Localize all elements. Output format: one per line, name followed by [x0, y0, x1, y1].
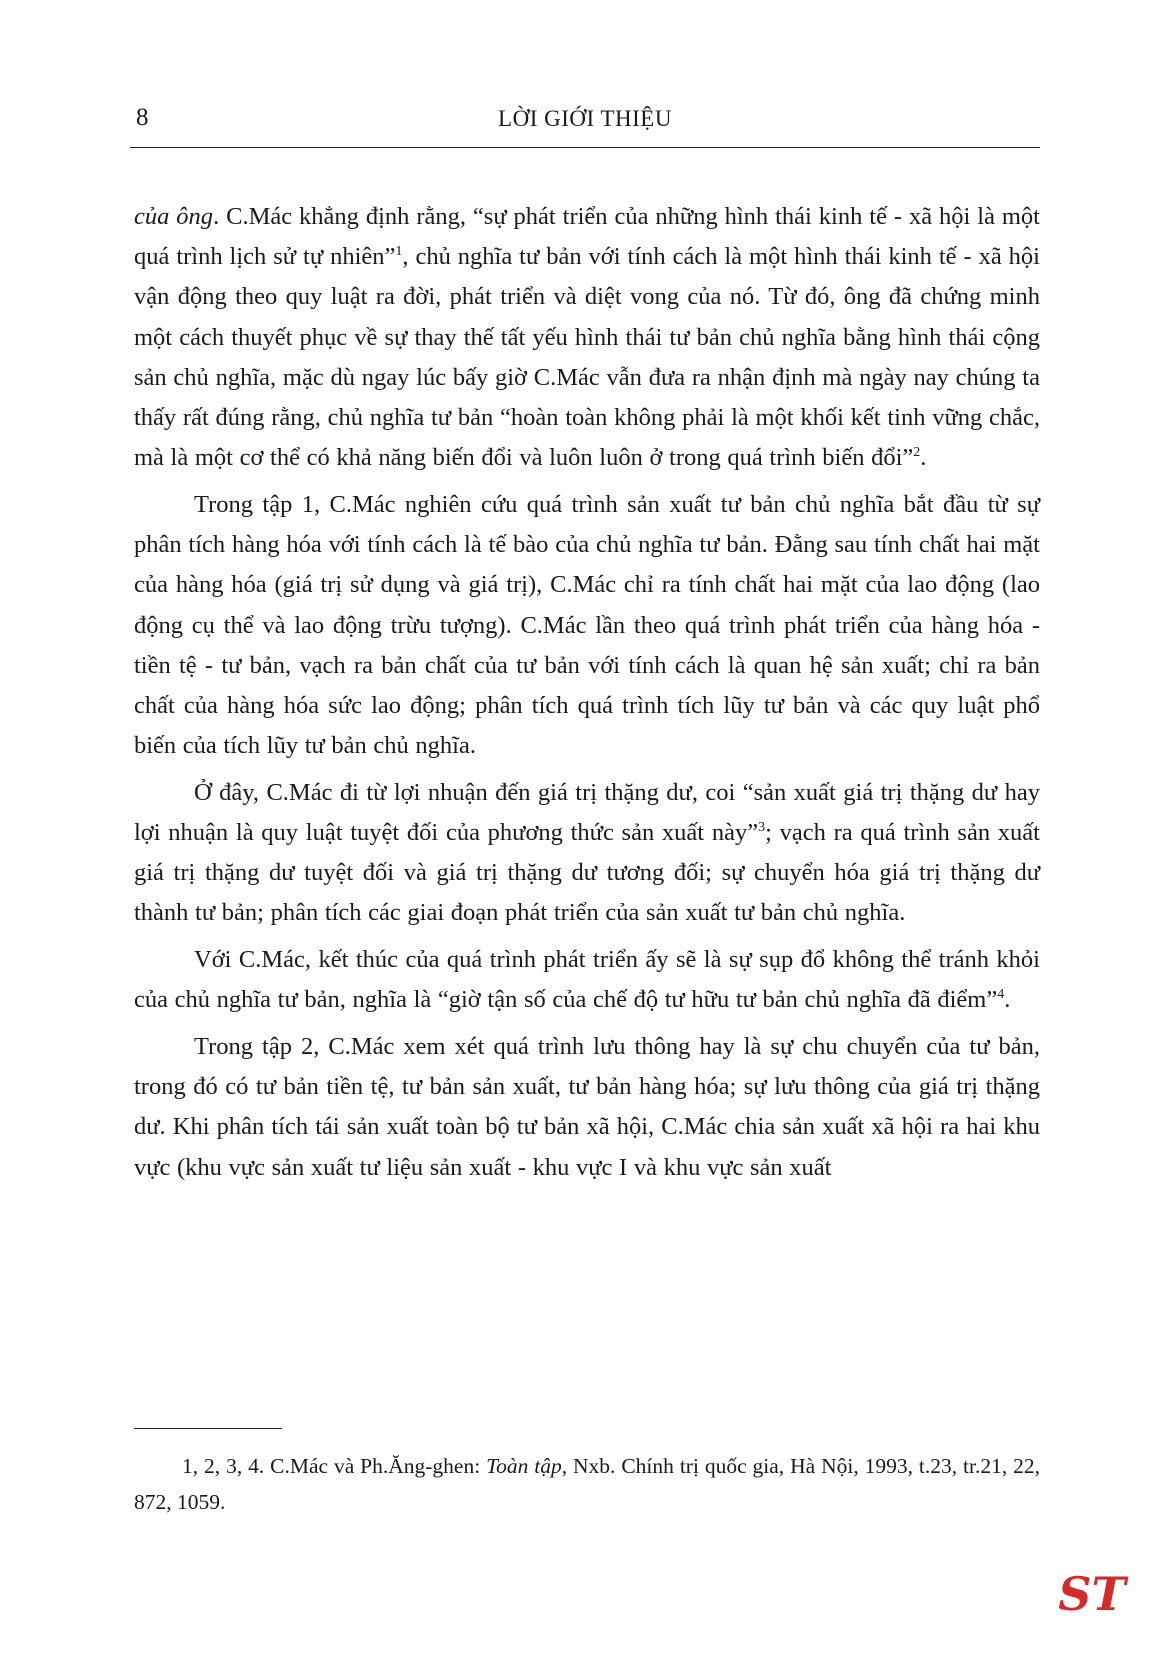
paragraph-4	[134, 940, 1040, 1020]
paragraph-text: Ở đây, C.Mác đi từ lợi nhuận đến giá trị thặng dư, coi “sản xuất giá trị thặng dư hay lợi nhuận là quy luật tuyệt đối của phương thức sản xuất này”	[134, 778, 1040, 847]
footnote-ref: 1	[395, 244, 403, 260]
paragraph-text: Trong tập 1, C.Mác nghiên cứu quá trình sản xuất tư bản chủ nghĩa bắt đầu từ sự phân tích hàng hóa với tính cách là tế bào của chủ nghĩa tư bản. Đằng sau tính chất hai mặt của hàng hóa (giá trị sử dụng và giá trị), C.Mác chỉ ra tính chất hai mặt của lao động (lao động cụ thể và lao động trừu tượng). C.Mác lần theo quá trình phát triển của hàng hóa - tiền tệ - tư bản, vạch ra bản chất của tư bản với tính cách là quan hệ sản xuất; chỉ ra bản chất của hàng hóa sức lao động; phân tích quá trình tích lũy tư bản và các quy luật phổ biến của tích lũy tư bản chủ nghĩa.	[134, 490, 1040, 760]
publisher-logo-icon	[1058, 1564, 1126, 1621]
footnote-ref: 3	[758, 819, 766, 835]
footnote-book-title: Toàn tập	[486, 1454, 562, 1478]
paragraph-1	[134, 197, 1040, 478]
paragraph-text: .	[1004, 986, 1011, 1014]
paragraph-5	[134, 1027, 1040, 1188]
footnote	[134, 1448, 1040, 1520]
footnote-ref: 4	[997, 987, 1005, 1003]
page-header	[130, 104, 1040, 148]
italic-lead: của ông	[134, 203, 214, 230]
logo-text: ST	[1058, 1567, 1126, 1621]
paragraph-text: Với C.Mác, kết thúc của quá trình phát triển ấy sẽ là sự sụp đổ không thể tránh khỏi của chủ nghĩa tư bản, nghĩa là “giờ tận số của chế độ tư hữu tư bản chủ nghĩa đã điểm”	[134, 946, 1040, 1014]
paragraph-2	[134, 485, 1040, 766]
page-number: 8	[136, 104, 149, 131]
footnote-rule	[134, 1428, 282, 1429]
paragraph-text: ; vạch ra quá trình sản xuất giá trị thặng dư tuyệt đối và giá trị thặng dư tương đối; sự chuyển hóa giá trị thặng dư thành tư bản; phân tích các giai đoạn phát triển của sản xuất tư bản chủ nghĩa.	[134, 819, 1040, 927]
body-text	[134, 197, 1040, 1194]
paragraph-text: . C.Mác khẳng định rằng, “sự phát triển của những hình thái kinh tế - xã hội là một quá trình lịch sử tự nhiên”	[134, 203, 1040, 271]
paragraph-text: Trong tập 2, C.Mác xem xét quá trình lưu thông hay là sự chu chuyển của tư bản, trong đó có tư bản tiền tệ, tư bản sản xuất, tư bản hàng hóa; sự lưu thông của giá trị thặng dư. Khi phân tích tái sản xuất toàn bộ tư bản xã hội, C.Mác chia sản xuất xã hội ra hai khu vực (khu vực sản xuất tư liệu sản xuất - khu vực I và khu vực sản xuất	[134, 1033, 1040, 1181]
header-rule	[130, 147, 1040, 148]
paragraph-text: .	[920, 444, 927, 472]
paragraph-3	[134, 773, 1040, 934]
running-title: LỜI GIỚI THIỆU	[498, 106, 672, 131]
paragraph-text: , chủ nghĩa tư bản với tính cách là một hình thái kinh tế - xã hội vận động theo quy luật ra đời, phát triển và diệt vong của nó. Từ đó, ông đã chứng minh một cách thuyết phục về sự thay thế tất yếu hình thái tư bản chủ nghĩa bằng hình thái cộng sản chủ nghĩa, mặc dù ngay lúc bấy giờ C.Mác vẫn đưa ra nhận định mà ngày nay chúng ta thấy rất đúng rằng, chủ nghĩa tư bản “hoàn toàn không phải là một khối kết tinh vững chắc, mà là một cơ thể có khả năng biến đổi và luôn luôn ở trong quá trình biến đổi”	[134, 243, 1040, 472]
footnote-prefix: 1, 2, 3, 4. C.Mác và Ph.Ăng-ghen:	[182, 1454, 487, 1478]
footnote-suffix: , Nxb. Chính trị quốc gia, Hà Nội, 1993, t.23, tr.21, 22, 872, 1059.	[134, 1454, 1041, 1514]
footnote-ref: 2	[913, 445, 921, 461]
